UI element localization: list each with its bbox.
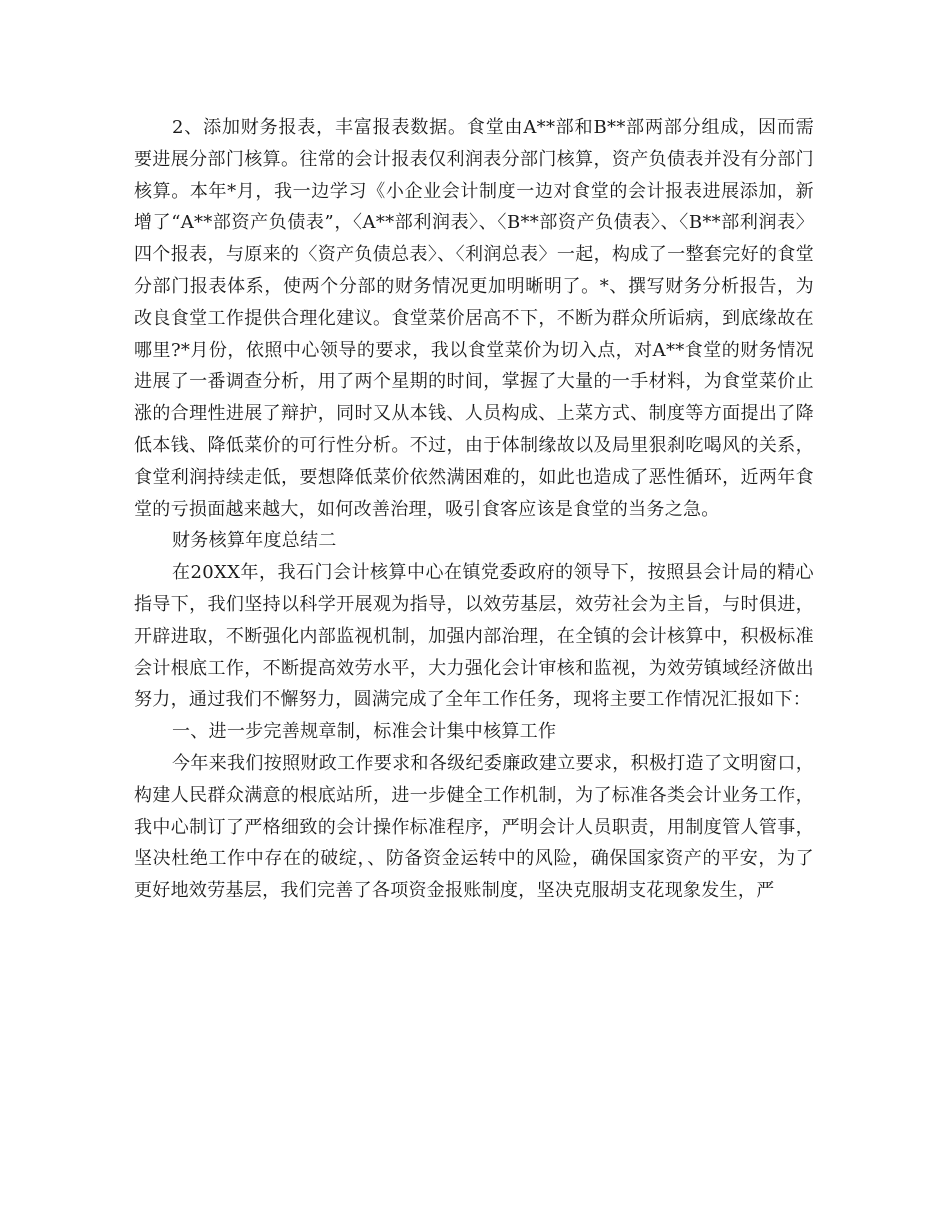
section-heading-one: 一、进一步完善规章制，标准会计集中核算工作: [172, 721, 557, 743]
body-paragraph-intro: 在20XX年，我石门会计核算中心在镇党委政府的领导下，按照县会计局的精心指导下，我们坚持以科学开展观为指导，以效劳基层，效劳社会为主旨，与时俱进，开辟进取，不断强化内部监视机制，加强内部治理，在全镇的会计核算中，积极标准会计根底工作，不断提高效劳水平，大力强化会计审核和监视，为效劳镇域经济做出努力，通过我们不懈努力，圆满完成了全年工作任务，现将主要工作情况汇报如下：: [134, 562, 814, 711]
document-page: [134, 112, 814, 907]
body-paragraph-rules: 今年来我们按照财政工作要求和各级纪委廉政建立要求，积极打造了文明窗口，构建人民群众满意的根底站所，进一步健全工作机制，为了标准各类会计业务工作，我中心制订了严格细致的会计操作标准程序，严明会计人员职责，用制度管人管事，坚决杜绝工作中存在的破绽，、防备资金运转中的风险，确保国家资产的平安，为了更好地效劳基层，我们完善了各项资金报账制度，坚决克服胡支花现象发生，严: [134, 752, 814, 902]
section-title-summary-two: 财务核算年度总结二: [172, 530, 337, 552]
body-paragraph-canteen-reports: 2、添加财务报表，丰富报表数据。食堂由A**部和B**部两部分组成，因而需要进展分部门核算。往常的会计报表仅利润表分部门核算，资产负债表并没有分部门核算。本年*月，我一边学习《小企业会计制度一边对食堂的会计报表进展添加，新增了“A**部资产负债表”，〈A**部利润表〉、〈B**部资产负债表〉、〈B**部利润表〉四个报表，与原来的〈资产负债总表〉、〈利润总表〉一起，构成了一整套完好的食堂分部门报表体系，使两个分部的财务情况更加明晰明了。*、撰写财务分析报告，为改良食堂工作提供合理化建议。食堂菜价居高不下，不断为群众所诟病，到底缘故在哪里?*月份，依照中心领导的要求，我以食堂菜价为切入点，对A**食堂的财务情况进展了一番调查分析，用了两个星期的时间，掌握了大量的一手材料，为食堂菜价止涨的合理性进展了辩护，同时又从本钱、人员构成、上菜方式、制度等方面提出了降低本钱、降低菜价的可行性分析。不过，由于体制缘故以及局里狠刹吃喝风的关系，食堂利润持续走低，要想降低菜价依然满困难的，如此也造成了恶性循环，近两年食堂的亏损面越来越大，如何改善治理，吸引食客应该是食堂的当务之急。: [134, 117, 814, 520]
